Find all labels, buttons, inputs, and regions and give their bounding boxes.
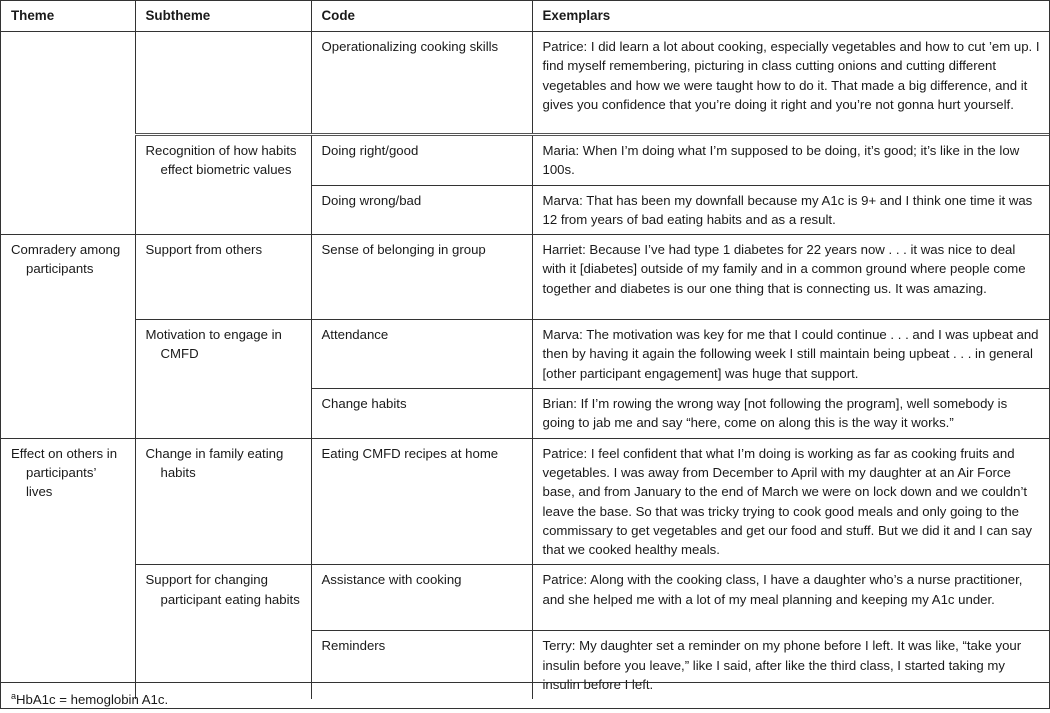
table-row: [1, 135, 1049, 186]
theme-cell: [1, 32, 135, 235]
code-cell: Attendance: [311, 320, 532, 389]
exemplar-cell: Patrice: I feel confident that what I’m doing is working as far as cooking fruits and vegetables. I was away from December to April with my daughter at an Air Force base, and from January to the end of March we were on lock down and we couldn’t leave the base. So that was tricky trying to cook good meals and only going to the commissary to get vegetables and get our food and stuff. But we did it and I can say that we cooked healthy meals.: [532, 438, 1049, 565]
themes-table: [1, 1, 1049, 699]
exemplar-cell: Patrice: Along with the cooking class, I have a daughter who’s a nurse practitioner, and she helped me with a lot of my meal planning and keeping my A1c under.: [532, 565, 1049, 631]
subtheme-cell: [135, 32, 311, 135]
code-cell: Operationalizing cooking skills: [311, 32, 532, 135]
table-footnote: [1, 682, 1049, 708]
subtheme-cell: Support for changing participant eating habits: [135, 565, 311, 699]
code-cell: Eating CMFD recipes at home: [311, 438, 532, 565]
code-cell: Doing right/good: [311, 135, 532, 186]
theme-cell: Comradery among participants: [1, 235, 135, 438]
exemplar-cell: Harriet: Because I’ve had type 1 diabetes for 22 years now . . . it was nice to deal with it [diabetes] outside of my family and in a common ground where people come together and diabetes is our one thing that is connecting us. It was amazing.: [532, 235, 1049, 320]
header-subtheme: Subtheme: [135, 1, 311, 32]
subtheme-cell: Motivation to engage in CMFD: [135, 320, 311, 438]
code-cell: Assistance with cooking: [311, 565, 532, 631]
code-cell: Doing wrong/bad: [311, 185, 532, 235]
footnote-text: HbA1c = hemoglobin A1c.: [16, 692, 169, 707]
table-row: [1, 438, 1049, 565]
header-theme: Theme: [1, 1, 135, 32]
code-cell: Sense of belonging in group: [311, 235, 532, 320]
exemplar-cell: Patrice: I did learn a lot about cooking, especially vegetables and how to cut ’em up. I find myself remembering, picturing in class cutting onions and cutting different vegetables and how we were taught how to do it. That made a big difference, and it gives you confidence that you’re doing it right and you’re not gonna hurt yourself.: [542, 39, 1040, 112]
exemplar-cell: Brian: If I’m rowing the wrong way [not following the program], well somebody is going to jab me and say “here, come on along this is the way it works.”: [532, 389, 1049, 439]
header-row: [1, 1, 1049, 32]
exemplar-cell: Maria: When I’m doing what I’m supposed to be doing, it’s good; it’s like in the low 100s.: [532, 135, 1049, 186]
footnote-mark: a: [11, 691, 17, 701]
subtheme-cell: Support from others: [135, 235, 311, 320]
exemplar-cell: Marva: The motivation was key for me that I could continue . . . and I was upbeat and then by having it again the following week I still maintain being upbeat . . . in general [other participant engagement] was huge that support.: [532, 320, 1049, 389]
code-cell: Change habits: [311, 389, 532, 439]
header-exemplars: Exemplars: [532, 1, 1049, 32]
subtheme-cell: Change in family eating habits: [135, 438, 311, 565]
theme-cell: Effect on others in participants’ lives: [1, 438, 135, 699]
subtheme-cell: Recognition of how habits effect biometric values: [135, 135, 311, 235]
table-row: [1, 565, 1049, 631]
exemplar-cell: Marva: That has been my downfall because my A1c is 9+ and I think one time it was 12 from years of bad eating habits and as a result.: [532, 185, 1049, 235]
code-cell: Reminders: [311, 631, 532, 699]
table-row: [1, 32, 1049, 135]
exemplar-cell: Terry: My daughter set a reminder on my phone before I left. It was like, “take your insulin before you leave,” like I said, after like the third class, I started taking my insulin before I left.: [532, 631, 1049, 699]
table-row: [1, 320, 1049, 389]
table-row: [1, 235, 1049, 320]
header-code: Code: [311, 1, 532, 32]
